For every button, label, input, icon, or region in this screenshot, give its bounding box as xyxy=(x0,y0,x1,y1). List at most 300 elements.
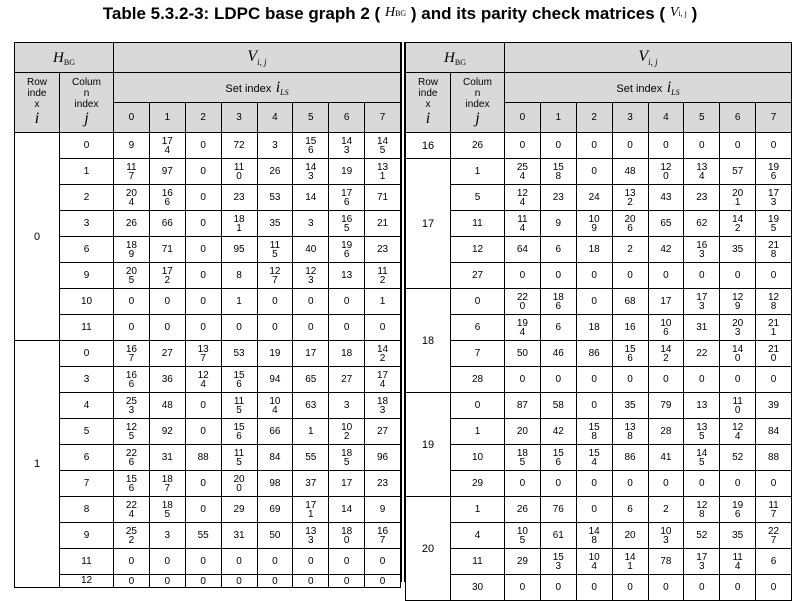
shift-value-cell: 12 8 xyxy=(756,289,792,315)
shift-value-cell: 0 xyxy=(576,289,612,315)
shift-value-cell: 18 5 xyxy=(149,497,185,523)
shift-value-cell: 0 xyxy=(684,263,720,289)
shift-value-cell: 0 xyxy=(257,315,293,341)
shift-value-cell: 52 xyxy=(684,523,720,549)
right-table-body xyxy=(406,133,792,601)
row-index-cell: 18 xyxy=(406,289,451,393)
shift-value-cell: 13 8 xyxy=(612,419,648,445)
shift-value-cell: 9 xyxy=(365,497,401,523)
shift-value-cell: 10 6 xyxy=(648,315,684,341)
table-row xyxy=(406,263,792,289)
hbg-main: H xyxy=(444,49,455,66)
col-index-cell: 0 xyxy=(60,341,114,367)
set-index-cell: 1 xyxy=(540,103,576,133)
shift-value-cell: 0 xyxy=(648,471,684,497)
shift-value-cell: 20 xyxy=(612,523,648,549)
shift-value-cell: 23 xyxy=(365,471,401,497)
table-row xyxy=(406,549,792,575)
shift-value-cell: 18 3 xyxy=(365,393,401,419)
shift-value-cell: 0 xyxy=(720,471,756,497)
col-index-cell: 10 xyxy=(451,445,505,471)
shift-value-cell: 41 xyxy=(648,445,684,471)
shift-value-cell: 0 xyxy=(720,367,756,393)
shift-value-cell: 0 xyxy=(185,471,221,497)
shift-value-cell: 62 xyxy=(684,211,720,237)
shift-value-cell: 15 6 xyxy=(293,133,329,159)
ils-main: i xyxy=(275,78,281,96)
shift-value-cell: 0 xyxy=(648,263,684,289)
table-row xyxy=(15,549,401,575)
shift-value-cell: 66 xyxy=(149,211,185,237)
table-row xyxy=(15,575,401,588)
shift-value-cell: 22 0 xyxy=(505,289,541,315)
header-row-labels xyxy=(15,73,401,103)
shift-value-cell: 13 3 xyxy=(293,523,329,549)
hbg-header xyxy=(406,43,505,73)
shift-value-cell: 0 xyxy=(540,367,576,393)
shift-value-cell: 0 xyxy=(257,549,293,575)
table-row xyxy=(406,133,792,159)
shift-value-cell: 13 4 xyxy=(684,159,720,185)
shift-value-cell: 0 xyxy=(720,263,756,289)
shift-value-cell: 20 5 xyxy=(114,263,150,289)
shift-value-cell: 14 xyxy=(293,185,329,211)
shift-value-cell: 0 xyxy=(114,315,150,341)
shift-value-cell: 17 1 xyxy=(293,497,329,523)
shift-value-cell: 16 7 xyxy=(114,341,150,367)
col-index-cell: 9 xyxy=(60,523,114,549)
shift-value-cell: 0 xyxy=(756,575,792,601)
set-index-cell: 7 xyxy=(365,103,401,133)
table-row xyxy=(15,393,401,419)
shift-value-cell: 42 xyxy=(648,237,684,263)
shift-value-cell: 23 xyxy=(365,237,401,263)
shift-value-cell: 16 7 xyxy=(365,523,401,549)
shift-value-cell: 0 xyxy=(612,263,648,289)
shift-value-cell: 0 xyxy=(185,237,221,263)
shift-value-cell: 0 xyxy=(505,471,541,497)
col-index-cell: 3 xyxy=(60,367,114,393)
shift-value-cell: 19 6 xyxy=(756,159,792,185)
table-row xyxy=(406,497,792,523)
shift-value-cell: 22 xyxy=(684,341,720,367)
shift-value-cell: 0 xyxy=(185,289,221,315)
shift-value-cell: 0 xyxy=(540,263,576,289)
shift-value-cell: 50 xyxy=(257,523,293,549)
shift-value-cell: 53 xyxy=(257,185,293,211)
set-index-cell: 0 xyxy=(505,103,541,133)
shift-value-cell: 0 xyxy=(612,471,648,497)
shift-value-cell: 23 xyxy=(540,185,576,211)
shift-value-cell: 11 7 xyxy=(114,159,150,185)
shift-value-cell: 11 7 xyxy=(756,497,792,523)
table-row xyxy=(406,289,792,315)
set-index-cell: 0 xyxy=(114,103,150,133)
shift-value-cell: 22 6 xyxy=(114,445,150,471)
shift-value-cell: 0 xyxy=(576,133,612,159)
col-index-cell: 27 xyxy=(451,263,505,289)
shift-value-cell: 39 xyxy=(756,393,792,419)
shift-value-cell: 22 7 xyxy=(756,523,792,549)
col-index-cell: 6 xyxy=(60,237,114,263)
shift-value-cell: 15 4 xyxy=(576,445,612,471)
shift-value-cell: 58 xyxy=(540,393,576,419)
shift-value-cell: 35 xyxy=(612,393,648,419)
shift-value-cell: 9 xyxy=(114,133,150,159)
shift-value-cell: 12 5 xyxy=(114,419,150,445)
shift-value-cell: 17 xyxy=(293,341,329,367)
col-index-var: j xyxy=(475,110,480,127)
shift-value-cell: 16 6 xyxy=(114,367,150,393)
shift-value-cell: 0 xyxy=(576,367,612,393)
left-table xyxy=(14,42,401,588)
shift-value-cell: 10 5 xyxy=(505,523,541,549)
hbg-main: H xyxy=(53,49,64,66)
shift-value-cell: 0 xyxy=(293,549,329,575)
shift-value-cell: 24 xyxy=(576,185,612,211)
shift-value-cell: 20 0 xyxy=(221,471,257,497)
shift-value-cell: 66 xyxy=(257,419,293,445)
shift-value-cell: 11 5 xyxy=(221,393,257,419)
row-index-cell: 20 xyxy=(406,497,451,601)
shift-value-cell: 0 xyxy=(576,263,612,289)
shift-value-cell: 42 xyxy=(540,419,576,445)
shift-value-cell: 13 xyxy=(329,263,365,289)
shift-value-cell: 25 2 xyxy=(114,523,150,549)
shift-value-cell: 11 5 xyxy=(257,237,293,263)
shift-value-cell: 0 xyxy=(576,575,612,601)
caption-middle: ) and its parity check matrices ( xyxy=(410,4,666,23)
shift-value-cell: 19 xyxy=(257,341,293,367)
shift-value-cell: 48 xyxy=(149,393,185,419)
shift-value-cell: 0 xyxy=(365,575,401,588)
shift-value-cell: 0 xyxy=(221,549,257,575)
shift-value-cell: 26 xyxy=(114,211,150,237)
row-index-var: i xyxy=(425,110,431,127)
table-row xyxy=(406,367,792,393)
shift-value-cell: 17 4 xyxy=(149,133,185,159)
col-index-cell: 10 xyxy=(60,289,114,315)
table-row xyxy=(15,419,401,445)
header-row-labels xyxy=(406,73,792,103)
shift-value-cell: 15 8 xyxy=(540,159,576,185)
shift-value-cell: 17 4 xyxy=(365,367,401,393)
shift-value-cell: 15 3 xyxy=(540,549,576,575)
table-row xyxy=(15,471,401,497)
table-row xyxy=(15,133,401,159)
shift-value-cell: 31 xyxy=(149,445,185,471)
shift-value-cell: 0 xyxy=(648,575,684,601)
shift-value-cell: 14 0 xyxy=(720,341,756,367)
table-row xyxy=(15,445,401,471)
shift-value-cell: 16 5 xyxy=(329,211,365,237)
shift-value-cell: 95 xyxy=(221,237,257,263)
col-index-cell: 30 xyxy=(451,575,505,601)
shift-value-cell: 0 xyxy=(505,263,541,289)
shift-value-cell: 37 xyxy=(293,471,329,497)
shift-value-cell: 0 xyxy=(365,315,401,341)
table-row xyxy=(406,315,792,341)
shift-value-cell: 18 xyxy=(576,237,612,263)
set-index-label: Set index xyxy=(225,82,272,95)
col-index-cell: 1 xyxy=(60,159,114,185)
shift-value-cell: 12 0 xyxy=(648,159,684,185)
set-index-cell: 2 xyxy=(185,103,221,133)
hbg-symbol xyxy=(444,50,466,66)
shift-value-cell: 35 xyxy=(257,211,293,237)
shift-value-cell: 0 xyxy=(257,289,293,315)
shift-value-cell: 14 2 xyxy=(365,341,401,367)
shift-value-cell: 55 xyxy=(185,523,221,549)
ils-sub: LS xyxy=(280,87,289,97)
col-index-cell: 7 xyxy=(451,341,505,367)
col-index-cell: 5 xyxy=(60,419,114,445)
shift-value-cell: 18 5 xyxy=(505,445,541,471)
shift-value-cell: 25 4 xyxy=(505,159,541,185)
col-index-cell: 7 xyxy=(60,471,114,497)
caption-v-main: V xyxy=(669,5,679,20)
ils-symbol xyxy=(667,79,680,96)
shift-value-cell: 29 xyxy=(505,549,541,575)
table-row xyxy=(15,523,401,549)
shift-value-cell: 14 1 xyxy=(612,549,648,575)
shift-value-cell: 17 6 xyxy=(329,185,365,211)
hbg-header xyxy=(15,43,114,73)
shift-value-cell: 0 xyxy=(293,315,329,341)
shift-value-cell: 13 xyxy=(684,393,720,419)
set-index-cell: 4 xyxy=(257,103,293,133)
shift-value-cell: 6 xyxy=(540,315,576,341)
shift-value-cell: 18 7 xyxy=(149,471,185,497)
shift-value-cell: 14 xyxy=(329,497,365,523)
table-row xyxy=(15,289,401,315)
shift-value-cell: 0 xyxy=(756,133,792,159)
shift-value-cell: 63 xyxy=(293,393,329,419)
shift-value-cell: 9 xyxy=(540,211,576,237)
shift-value-cell: 0 xyxy=(505,575,541,601)
shift-value-cell: 12 4 xyxy=(720,419,756,445)
shift-value-cell: 0 xyxy=(648,367,684,393)
shift-value-cell: 52 xyxy=(720,445,756,471)
shift-value-cell: 17 3 xyxy=(684,289,720,315)
col-index-cell: 11 xyxy=(60,549,114,575)
set-index-cell: 3 xyxy=(612,103,648,133)
shift-value-cell: 3 xyxy=(293,211,329,237)
table-row xyxy=(15,263,401,289)
shift-value-cell: 0 xyxy=(505,367,541,393)
set-index-cell: 5 xyxy=(293,103,329,133)
ils-main: i xyxy=(666,78,672,96)
shift-value-cell: 0 xyxy=(720,575,756,601)
shift-value-cell: 19 6 xyxy=(720,497,756,523)
col-index-cell: 5 xyxy=(451,185,505,211)
shift-value-cell: 0 xyxy=(329,315,365,341)
shift-value-cell: 26 xyxy=(505,497,541,523)
col-index-cell: 0 xyxy=(451,393,505,419)
shift-value-cell: 15 6 xyxy=(540,445,576,471)
shift-value-cell: 69 xyxy=(257,497,293,523)
shift-value-cell: 96 xyxy=(365,445,401,471)
shift-value-cell: 94 xyxy=(257,367,293,393)
shift-value-cell: 0 xyxy=(648,133,684,159)
col-index-cell: 4 xyxy=(451,523,505,549)
shift-value-cell: 29 xyxy=(221,497,257,523)
shift-value-cell: 0 xyxy=(540,575,576,601)
col-index-cell: 12 xyxy=(451,237,505,263)
shift-value-cell: 17 xyxy=(329,471,365,497)
shift-value-cell: 12 9 xyxy=(720,289,756,315)
shift-value-cell: 0 xyxy=(185,133,221,159)
shift-value-cell: 0 xyxy=(540,133,576,159)
col-index-cell: 12 xyxy=(60,575,114,588)
v-header xyxy=(505,43,792,73)
shift-value-cell: 12 7 xyxy=(257,263,293,289)
right-table xyxy=(405,42,792,601)
shift-value-cell: 0 xyxy=(293,575,329,588)
shift-value-cell: 16 3 xyxy=(684,237,720,263)
row-index-cell: 19 xyxy=(406,393,451,497)
shift-value-cell: 11 0 xyxy=(720,393,756,419)
shift-value-cell: 10 4 xyxy=(257,393,293,419)
shift-value-cell: 53 xyxy=(221,341,257,367)
row-index-header xyxy=(15,73,60,133)
col-index-label: Colum n index xyxy=(463,77,492,110)
shift-value-cell: 6 xyxy=(540,237,576,263)
shift-value-cell: 0 xyxy=(329,289,365,315)
shift-value-cell: 21 0 xyxy=(756,341,792,367)
shift-value-cell: 0 xyxy=(329,549,365,575)
shift-value-cell: 40 xyxy=(293,237,329,263)
shift-value-cell: 0 xyxy=(612,367,648,393)
shift-value-cell: 20 1 xyxy=(720,185,756,211)
shift-value-cell: 35 xyxy=(720,237,756,263)
shift-value-cell: 0 xyxy=(114,289,150,315)
shift-value-cell: 1 xyxy=(221,289,257,315)
col-index-cell: 1 xyxy=(451,419,505,445)
shift-value-cell: 0 xyxy=(293,289,329,315)
table-row xyxy=(406,341,792,367)
shift-value-cell: 61 xyxy=(540,523,576,549)
shift-value-cell: 11 4 xyxy=(505,211,541,237)
shift-value-cell: 15 8 xyxy=(576,419,612,445)
row-index-var: i xyxy=(34,110,40,127)
shift-value-cell: 14 2 xyxy=(648,341,684,367)
shift-value-cell: 12 3 xyxy=(293,263,329,289)
shift-value-cell: 17 3 xyxy=(756,185,792,211)
col-index-label: Colum n index xyxy=(72,77,101,110)
caption-suffix: ) xyxy=(691,4,698,23)
shift-value-cell: 17 2 xyxy=(149,263,185,289)
shift-value-cell: 0 xyxy=(720,133,756,159)
shift-value-cell: 0 xyxy=(612,575,648,601)
shift-value-cell: 14 3 xyxy=(329,133,365,159)
shift-value-cell: 27 xyxy=(329,367,365,393)
shift-value-cell: 43 xyxy=(648,185,684,211)
left-table-half xyxy=(14,42,401,588)
shift-value-cell: 26 xyxy=(257,159,293,185)
ldpc-table xyxy=(14,42,792,593)
table-row xyxy=(15,159,401,185)
shift-value-cell: 18 6 xyxy=(540,289,576,315)
shift-value-cell: 16 6 xyxy=(149,185,185,211)
shift-value-cell: 92 xyxy=(149,419,185,445)
shift-value-cell: 0 xyxy=(756,367,792,393)
caption-prefix: Table 5.3.2-3: LDPC base graph 2 ( xyxy=(102,4,381,23)
shift-value-cell: 2 xyxy=(648,497,684,523)
row-index-label: Row inde x xyxy=(26,77,47,110)
shift-value-cell: 0 xyxy=(329,575,365,588)
shift-value-cell: 14 5 xyxy=(365,133,401,159)
shift-value-cell: 27 xyxy=(365,419,401,445)
shift-value-cell: 46 xyxy=(540,341,576,367)
set-index-cell: 6 xyxy=(329,103,365,133)
shift-value-cell: 55 xyxy=(293,445,329,471)
shift-value-cell: 88 xyxy=(185,445,221,471)
shift-value-cell: 12 8 xyxy=(684,497,720,523)
shift-value-cell: 28 xyxy=(648,419,684,445)
shift-value-cell: 0 xyxy=(149,289,185,315)
shift-value-cell: 84 xyxy=(257,445,293,471)
col-index-cell: 11 xyxy=(60,315,114,341)
shift-value-cell: 3 xyxy=(149,523,185,549)
col-index-header xyxy=(451,73,505,133)
shift-value-cell: 97 xyxy=(149,159,185,185)
hbg-sub: BG xyxy=(454,57,466,67)
col-index-cell: 6 xyxy=(451,315,505,341)
shift-value-cell: 78 xyxy=(648,549,684,575)
shift-value-cell: 0 xyxy=(684,367,720,393)
shift-value-cell: 10 9 xyxy=(576,211,612,237)
shift-value-cell: 88 xyxy=(756,445,792,471)
shift-value-cell: 19 6 xyxy=(329,237,365,263)
header-row-symbols xyxy=(15,43,401,73)
shift-value-cell: 23 xyxy=(684,185,720,211)
shift-value-cell: 20 xyxy=(505,419,541,445)
shift-value-cell: 98 xyxy=(257,471,293,497)
shift-value-cell: 19 4 xyxy=(505,315,541,341)
shift-value-cell: 65 xyxy=(293,367,329,393)
table-row xyxy=(406,523,792,549)
shift-value-cell: 17 xyxy=(648,289,684,315)
shift-value-cell: 12 4 xyxy=(185,367,221,393)
shift-value-cell: 19 5 xyxy=(756,211,792,237)
shift-value-cell: 3 xyxy=(257,133,293,159)
caption-v-sub: i, j xyxy=(678,9,687,18)
v-symbol xyxy=(247,48,266,65)
shift-value-cell: 0 xyxy=(114,549,150,575)
table-row xyxy=(406,237,792,263)
caption-hbg-main: H xyxy=(384,5,396,20)
col-index-cell: 4 xyxy=(60,393,114,419)
shift-value-cell: 86 xyxy=(612,445,648,471)
v-sub: i, j xyxy=(648,57,658,67)
shift-value-cell: 79 xyxy=(648,393,684,419)
hbg-symbol xyxy=(53,50,75,66)
table-row xyxy=(15,237,401,263)
shift-value-cell: 0 xyxy=(684,575,720,601)
shift-value-cell: 22 4 xyxy=(114,497,150,523)
shift-value-cell: 20 6 xyxy=(612,211,648,237)
shift-value-cell: 21 1 xyxy=(756,315,792,341)
shift-value-cell: 13 7 xyxy=(185,341,221,367)
shift-value-cell: 0 xyxy=(684,471,720,497)
col-index-cell: 1 xyxy=(451,497,505,523)
shift-value-cell: 11 4 xyxy=(720,549,756,575)
col-index-cell: 2 xyxy=(60,185,114,211)
shift-value-cell: 15 6 xyxy=(221,367,257,393)
header-row-symbols xyxy=(406,43,792,73)
shift-value-cell: 13 5 xyxy=(684,419,720,445)
